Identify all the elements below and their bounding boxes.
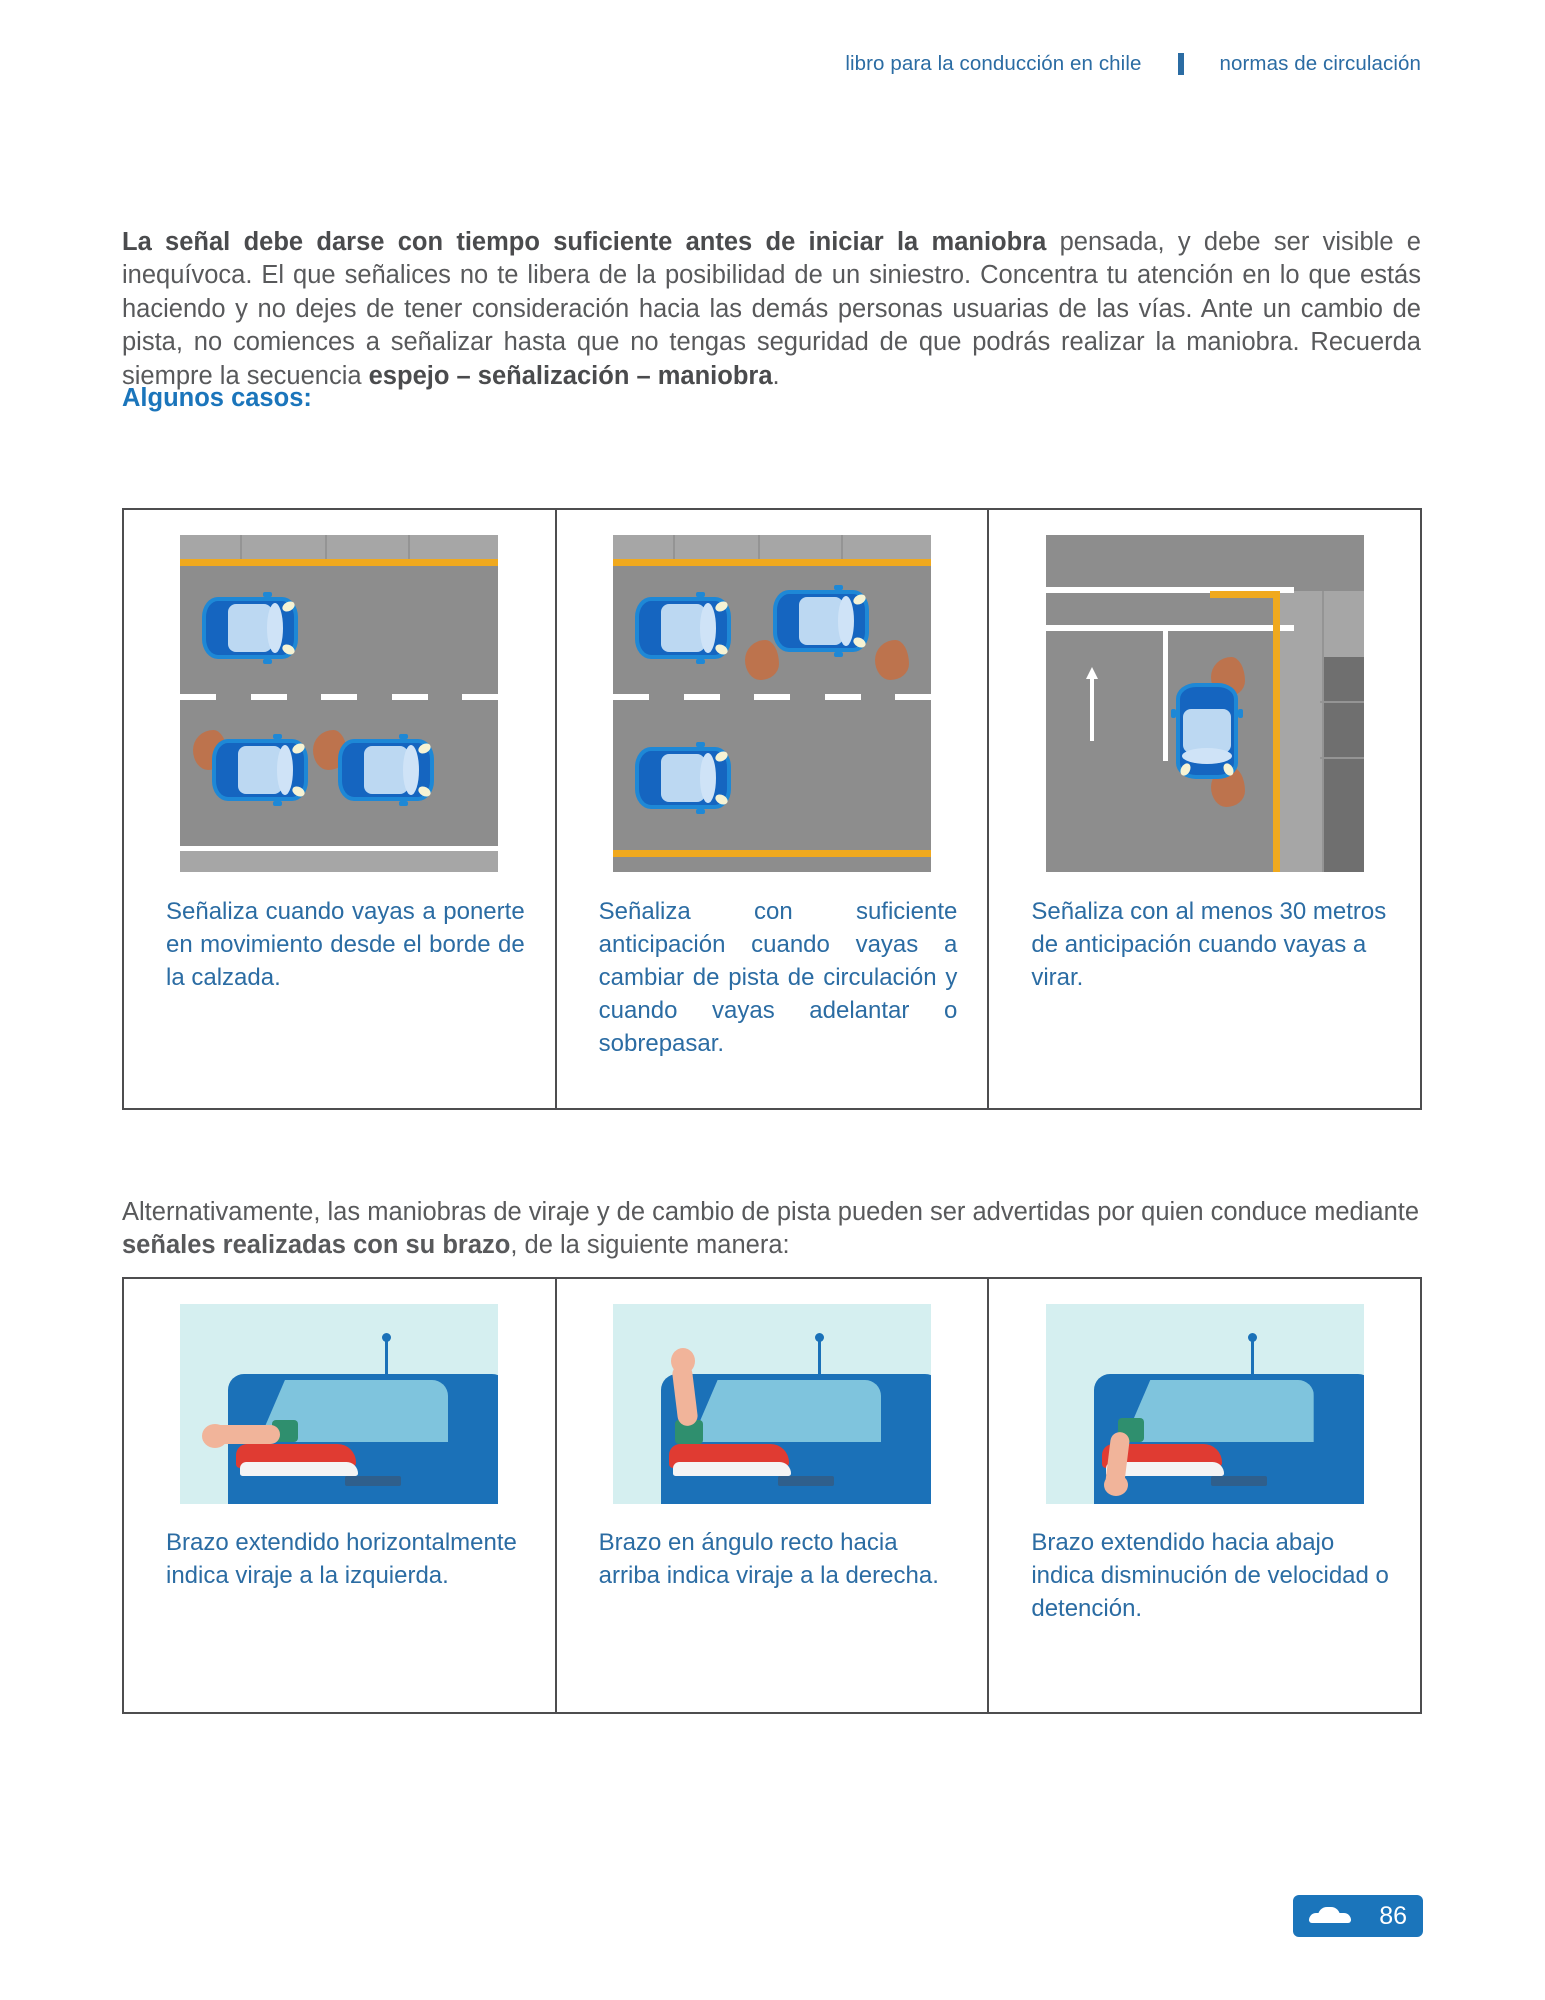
intro-paragraph [122,226,1421,394]
car-mirror-top [696,592,705,597]
arm-figure-horizontal [180,1304,498,1504]
intro-end-text: . [772,361,780,390]
alt-bold-text: señales realizadas con su brazo [122,1230,511,1259]
turn-signal-glow-a [745,640,779,680]
direction-arrow-shaft [1090,677,1094,741]
car-mirror-top [834,585,843,590]
car-license-plate [1211,1476,1267,1486]
arm-scene [613,1304,931,1504]
car-antenna [385,1338,388,1376]
yellow-curb-line-vertical [1273,591,1280,872]
road-figure-start-from-curb [180,535,498,872]
sidewalk-joint-r1 [1322,591,1324,657]
sidewalk-joint-3 [408,535,410,559]
car-icon [1309,1907,1351,1925]
sidewalk-joint-2 [325,535,327,559]
car-windshield [700,753,716,803]
road-panel-1-caption: Señaliza cuando vayas a ponerte en movimiento desde el borde de la calzada. [166,898,525,991]
road-panel-3-caption: Señaliza con al menos 30 metros de anticipación cuando vayas a virar. [1031,898,1387,991]
car-left-lane-upper [635,597,731,659]
sidewalk-joint-1 [240,535,242,559]
intro-rest-text: pensada, y debe ser visible e inequívoca. El que señalices no te libera de la posibilidad de un siniestro. Concentra tu atención en lo que estás haciendo y no dejes de tener consideración hacia las demás personas usuarias de las vías. Ante un cambio de pista, no comiences a señalizar hasta que no tengas seguridad de que podrás realizar la maniobra. Recuerda siempre la secuencia [122,227,1421,390]
white-edge-line-bottom [180,846,498,851]
car-reverse-light [240,1462,358,1476]
sidewalk-joint-r4 [1320,757,1364,759]
car-icon-roof [1318,1907,1340,1916]
car-rear-window [691,1380,881,1442]
lane-divider-dashes [613,694,931,700]
alt-start-text: Alternativamente, las maniobras de viraje y de cambio de pista pueden ser advertidas por quien conduce mediante [122,1197,1420,1226]
road-surface [180,535,498,872]
arm-panel-2 [557,1279,990,1712]
car-reverse-light [673,1462,791,1476]
sidewalk-joint-2 [758,535,760,559]
car-roof [364,746,408,794]
turn-signal-glow-b [875,640,909,680]
car-windshield [700,603,716,653]
algunos-casos-label: Algunos casos: [122,384,312,412]
arm-panel-1 [124,1279,557,1712]
car-mirror-bottom [263,659,272,664]
yellow-edge-line-top [180,559,498,566]
sidewalk-joint-3 [841,535,843,559]
car-windshield [838,596,854,646]
arm-signal-panel-grid [122,1277,1422,1714]
sidewalk-joint-1 [673,535,675,559]
road-panel-1 [124,510,557,1108]
yellow-edge-line-bottom [613,850,931,857]
car-turning [1176,683,1238,779]
sidewalk-joint-r2 [1322,657,1324,872]
arm-figure-extended-down [1046,1304,1364,1504]
car-mirror-bottom [696,809,705,814]
car-upper-moving [202,597,298,659]
driver-hand [1104,1474,1128,1496]
car-roof [799,597,843,645]
arm-panel-2-caption: Brazo en ángulo recto hacia arriba indica viraje a la derecha. [598,1529,939,1589]
yellow-edge-line-top [613,559,931,566]
car-roof [1183,709,1231,753]
car-mirror-bottom [273,801,282,806]
road-figure-intersection-turn [1046,535,1364,872]
page-number-badge [1293,1895,1423,1937]
sidewalk-bottom [180,851,498,872]
arm-panel-3 [989,1279,1420,1712]
car-mirror-top [263,592,272,597]
intro-bold-sequence: espejo – señalización – maniobra [368,361,773,390]
car-mirror-bottom [696,659,705,664]
driver-hand [202,1424,228,1448]
arm-scene [1046,1304,1364,1504]
sidewalk-top [613,535,931,559]
car-roof [661,604,705,652]
intro-bold-lead: La señal debe darse con tiempo suficiente antes de iniciar la maniobra [122,227,1047,256]
car-roof [238,746,282,794]
car-antenna [1251,1338,1254,1376]
car-mirror-right [1238,709,1243,718]
car-license-plate [345,1476,401,1486]
arm-panel-1-caption: Brazo extendido horizontalmente indica viraje a la izquierda. [166,1529,517,1589]
road-panel-2 [557,510,990,1108]
driver-hand [671,1348,695,1374]
arm-panel-3-caption: Brazo extendido hacia abajo indica disminución de velocidad o detención. [1031,1529,1389,1622]
car-mirror-bottom [399,801,408,806]
car-mirror-top [399,734,408,739]
lane-line-vertical [1163,631,1168,761]
car-roof [661,754,705,802]
car-license-plate [778,1476,834,1486]
yellow-curb-line-horizontal [1210,591,1280,598]
page-header [0,52,1421,76]
page-number: 86 [1379,1901,1407,1930]
sidewalk-joint-r3 [1320,701,1364,703]
road-signal-panel-grid [122,508,1422,1110]
road-panel-2-caption: Señaliza con suficiente anticipación cuando vayas a cambiar de pista de circulación y cuando vayas adelantar o sobrepasar. [598,898,958,1057]
sidewalk-top [180,535,498,559]
road-surface [613,535,931,872]
car-lower-signaling [635,747,731,809]
direction-arrow-head [1086,667,1098,679]
car-mirror-top [273,734,282,739]
arm-scene [180,1304,498,1504]
header-separator-bar [1178,53,1184,75]
alt-end-text: , de la siguiente manera: [510,1230,790,1259]
car-overtaking [773,590,869,652]
header-left-text: libro para la conducción en chile [845,52,1142,75]
car-mirror-top [696,742,705,747]
car-windshield [1182,748,1232,764]
arm-figure-right-angle-up [613,1304,931,1504]
car-antenna [818,1338,821,1376]
car-roof [228,604,272,652]
car-parked-second [338,739,434,801]
car-mirror-bottom [834,652,843,657]
car-parked-signaling [212,739,308,801]
building-dark-block [1324,657,1364,872]
header-right-text: normas de circulación [1219,52,1421,75]
car-mirror-left [1171,709,1176,718]
road-panel-3 [989,510,1420,1108]
road-figure-lane-change [613,535,931,872]
lane-divider-dashes [180,694,498,700]
alternative-paragraph [122,1196,1421,1262]
crosswalk-line-horizontal-b [1046,625,1294,631]
car-rear-window [1124,1380,1314,1442]
